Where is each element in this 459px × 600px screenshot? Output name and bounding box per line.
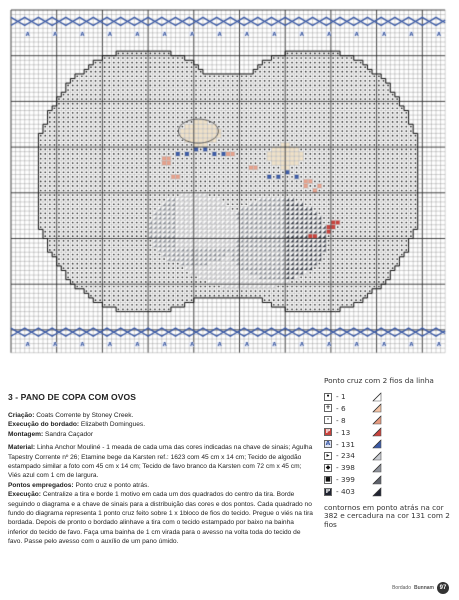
stitch-sample-icon	[372, 427, 382, 437]
thread-code: - 8	[336, 415, 346, 425]
chart-symbol-icon: +	[325, 404, 331, 412]
instructions	[8, 411, 314, 547]
stitch-sample-icon	[372, 451, 382, 461]
stitch-sample-icon	[372, 415, 382, 425]
stitch-sample-icon	[372, 463, 382, 473]
chart-symbol-icon: •	[324, 393, 332, 401]
color-key-list	[324, 391, 454, 498]
thread-code: - 403	[336, 487, 355, 497]
color-key-item	[324, 462, 454, 474]
chart-symbol-icon: ·	[324, 416, 332, 424]
thread-code: - 131	[336, 439, 355, 449]
page-footer	[392, 582, 449, 594]
chart-symbol-icon: ◆	[325, 463, 331, 471]
chart-symbol-icon: ▸	[324, 452, 332, 460]
pontos-paragraph: Pontos empregados: Ponto cruz e ponto atrás.	[8, 481, 150, 489]
stitch-sample-icon	[372, 403, 382, 413]
color-key-item	[324, 414, 454, 426]
material-paragraph: Material: Linha Anchor Mouliné - 1 meada de cada uma das cores indicadas na chave de sinais; Agulha Tapestry Corrente nº 26; Etamine bege da Karsten ref.: 1623 com 45 cm x 14 cm; Tecido de algodão estampado similar a foto com 45 cm x 14 cm; Tecido de favo branco da Karsten com 72 cm x 45 cm; Viés azul com 1 cm de largura.	[8, 444, 313, 480]
stitch-sample-icon	[372, 475, 382, 485]
color-key-item	[324, 450, 454, 462]
chart-symbol-icon: A	[325, 440, 331, 448]
thread-code: - 13	[336, 427, 351, 437]
color-key-item	[324, 402, 454, 414]
color-key-item	[324, 426, 454, 438]
thread-code: - 399	[336, 475, 355, 485]
stitch-sample-icon	[372, 392, 382, 402]
stitch-sample-icon	[372, 439, 382, 449]
chart-symbol-icon: ■	[325, 475, 331, 483]
color-key-footer: contornos em ponto atrás na cor 382 e cercadura na cor 131 com 2 fios	[324, 502, 450, 529]
thread-code: - 6	[336, 403, 346, 413]
thread-code: - 398	[336, 463, 355, 473]
color-key-item	[324, 486, 454, 498]
color-key-item	[324, 474, 454, 486]
execucao-paragraph: Execução: Centralize a tira e borde 1 motivo em cada um dos quadrados do centro da tira. Borde seguindo o diagrama e a chave de sinais para a distribuição das cores e dos pontos. Cada quadrado no fundo do diagrama representa 1 ponto cruz feito sobre 1 x 1bloco de fios do tecido. Pregue o viés na tira bordada. Depois de pronto o bordado alinhave a tira com o tecido estampado por baixo na bainha inferior do tecido de favo. Faça uma bainha de 1 cm virada para o avesso na volta toda do tecido de favo. Passe pelo avesso com o auxílio de um pano úmido.	[8, 491, 313, 546]
page-title: 3 - PANO DE COPA COM OVOS	[8, 392, 136, 402]
chart-symbol-icon: P	[325, 487, 331, 495]
page-number: 97	[437, 582, 449, 594]
color-key-item	[324, 391, 454, 403]
credit-execucao: Execução do bordado: Elizabeth Domingues.	[8, 421, 146, 429]
stitch-sample-icon	[372, 487, 382, 497]
thread-code: - 234	[336, 451, 355, 461]
credit-criacao: Criação: Coats Corrente by Stoney Creek.	[8, 412, 134, 419]
thread-code: - 1	[336, 392, 346, 402]
credit-montagem: Montagem: Sandra Caçador	[8, 430, 94, 438]
brand-logo: Bunnam	[414, 585, 434, 591]
color-key	[324, 377, 454, 529]
color-key-heading: Ponto cruz com 2 fios da linha	[324, 376, 434, 385]
color-key-item	[324, 438, 454, 450]
brand-label: Bordado	[392, 585, 411, 591]
chart-symbol-icon: P	[325, 428, 331, 436]
